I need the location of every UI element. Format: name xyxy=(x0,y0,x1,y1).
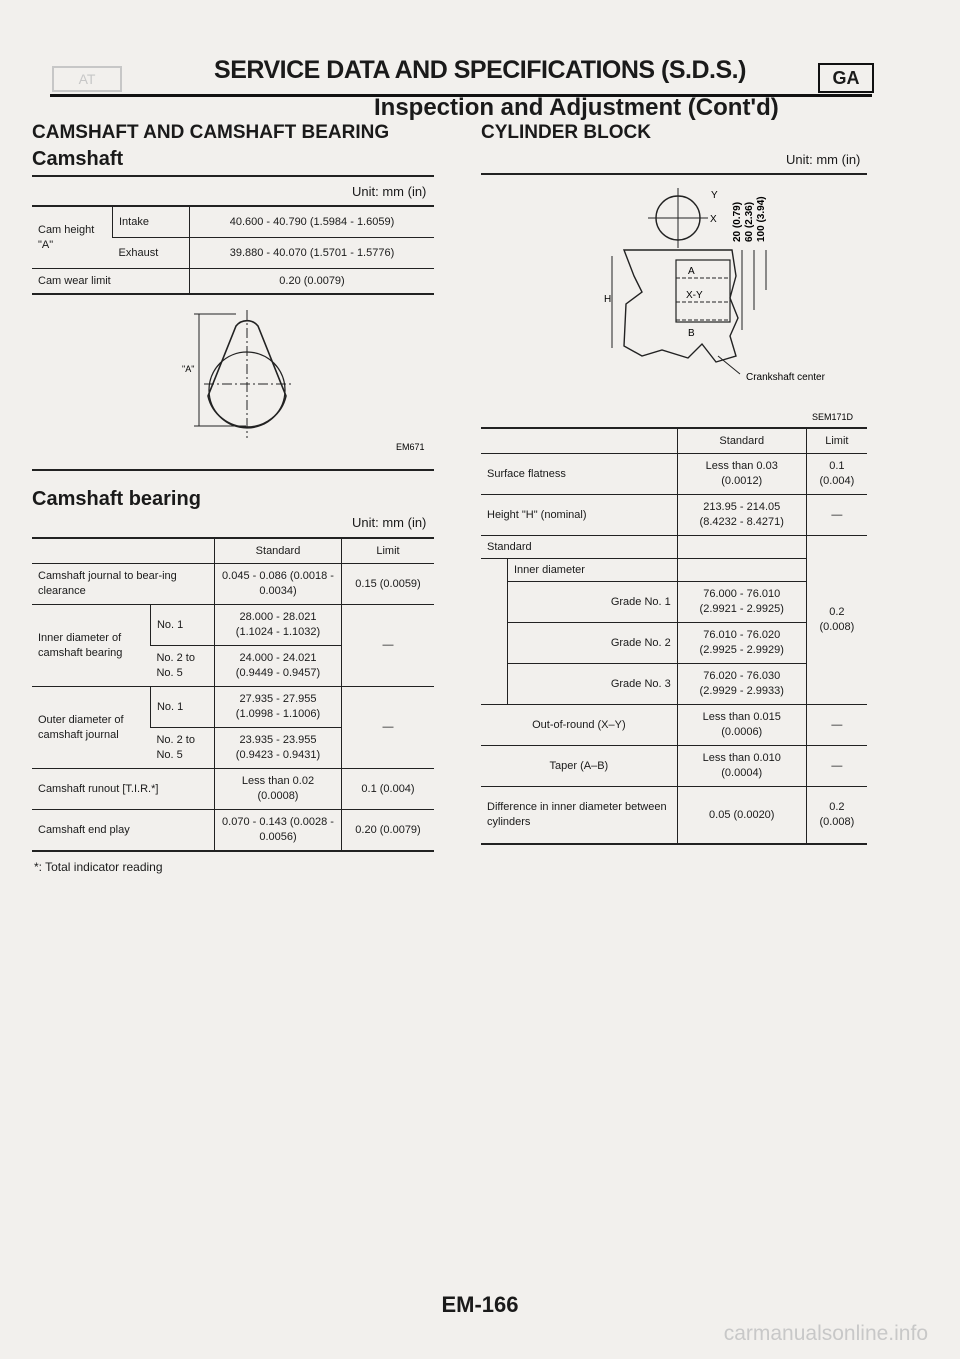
intake-value: 40.600 - 40.790 (1.5984 - 1.6059) xyxy=(190,206,435,238)
flatness-std: Less than 0.03 (0.0012) xyxy=(677,454,806,495)
figure-dim-1: 20 (0.79) xyxy=(732,201,743,242)
figure-label-b: B xyxy=(688,328,695,339)
outer-no25-label: No. 2 to No. 5 xyxy=(150,728,214,769)
bore-section xyxy=(676,260,730,322)
diff-label: Difference in inner diameter between cylinders xyxy=(481,787,677,845)
exhaust-value: 39.880 - 40.070 (1.5701 - 1.5776) xyxy=(190,238,435,269)
height-label: Height "H" (nominal) xyxy=(481,495,677,536)
camshaft-title: Camshaft xyxy=(32,148,124,170)
cylinder-figure xyxy=(590,186,870,426)
camshaft-rule xyxy=(32,175,434,177)
journal-clearance-std: 0.045 - 0.086 (0.0018 - 0.0034) xyxy=(215,564,342,605)
bore-limit: 0.2 (0.008) xyxy=(806,536,867,705)
block-section-outline xyxy=(624,250,738,362)
endplay-limit: 0.20 (0.0079) xyxy=(342,810,435,852)
figure-label-x: X xyxy=(710,214,717,225)
grade2-std: 76.010 - 76.020 (2.9925 - 2.9929) xyxy=(677,623,806,664)
bearing-title: Camshaft bearing xyxy=(32,488,201,510)
left-section-title: CAMSHAFT AND CAMSHAFT BEARING xyxy=(32,122,390,143)
figure-label-h: H xyxy=(604,294,612,305)
figure-label-xy: X-Y xyxy=(686,290,703,301)
endplay-std: 0.070 - 0.143 (0.0028 - 0.0056) xyxy=(215,810,342,852)
figure-label-y: Y xyxy=(711,190,718,201)
taper-std: Less than 0.010 (0.0004) xyxy=(677,746,806,787)
page-number: EM-166 xyxy=(441,1292,519,1317)
outofround-std: Less than 0.015 (0.0006) xyxy=(677,705,806,746)
intake-label: Intake xyxy=(113,206,190,238)
figure-label-a: A xyxy=(688,266,695,277)
grade3-label: Grade No. 3 xyxy=(508,664,678,705)
bearing-table xyxy=(32,537,434,852)
grade3-std: 76.020 - 76.030 (2.9929 - 2.9933) xyxy=(677,664,806,705)
height-std: 213.95 - 214.05 (8.4232 - 8.4271) xyxy=(677,495,806,536)
grade2-label: Grade No. 2 xyxy=(508,623,678,664)
grade1-label: Grade No. 1 xyxy=(508,582,678,623)
journal-clearance-label: Camshaft journal to bear-ing clearance xyxy=(32,564,215,605)
section-badge-left: AT xyxy=(52,66,122,92)
cylinder-unit: Unit: mm (in) xyxy=(786,152,861,167)
height-limit: — xyxy=(806,495,867,536)
cam-height-label: Cam height "A" xyxy=(32,206,113,269)
flatness-limit: 0.1 (0.004) xyxy=(806,454,867,495)
outer-limit: — xyxy=(342,687,435,769)
runout-std: Less than 0.02 (0.0008) xyxy=(215,769,342,810)
camshaft-table xyxy=(32,205,434,295)
outer-no1-std: 27.935 - 27.955 (1.0998 - 1.1006) xyxy=(215,687,342,728)
cylinder-table xyxy=(481,427,867,845)
bearing-col-limit: Limit xyxy=(342,538,435,564)
figure-dim-3: 100 (3.94) xyxy=(756,196,767,242)
inner-no25-std: 24.000 - 24.021 (0.9449 - 0.9457) xyxy=(215,646,342,687)
journal-clearance-limit: 0.15 (0.0059) xyxy=(342,564,435,605)
runout-limit: 0.1 (0.004) xyxy=(342,769,435,810)
inner-no1-label: No. 1 xyxy=(150,605,214,646)
exhaust-label: Exhaust xyxy=(113,238,190,269)
cam-figure-code: EM671 xyxy=(396,442,425,452)
right-section-title: CYLINDER BLOCK xyxy=(481,122,651,143)
taper-label: Taper (A–B) xyxy=(481,746,677,787)
cylinder-col-limit: Limit xyxy=(806,428,867,454)
figure-dim-2: 60 (2.36) xyxy=(744,201,755,242)
standard-label: Standard xyxy=(481,536,677,559)
cam-lobe-figure xyxy=(160,300,440,460)
section-badge-right: GA xyxy=(818,63,874,93)
page-subtitle: Inspection and Adjustment (Cont'd) xyxy=(374,94,779,121)
outofround-limit: — xyxy=(806,705,867,746)
outer-diameter-label: Outer diameter of camshaft journal xyxy=(32,687,150,769)
taper-limit: — xyxy=(806,746,867,787)
cam-figure-label: "A" xyxy=(182,364,195,374)
inner-no1-std: 28.000 - 28.021 (1.1024 - 1.1032) xyxy=(215,605,342,646)
diff-limit: 0.2 (0.008) xyxy=(806,787,867,845)
outer-no25-std: 23.935 - 23.955 (0.9423 - 0.9431) xyxy=(215,728,342,769)
wear-value: 0.20 (0.0079) xyxy=(190,269,435,295)
outer-no1-label: No. 1 xyxy=(150,687,214,728)
bearing-unit: Unit: mm (in) xyxy=(352,515,427,530)
bearing-col-standard: Standard xyxy=(215,538,342,564)
cylinder-col-standard: Standard xyxy=(677,428,806,454)
cylinder-rule xyxy=(481,173,867,175)
inner-diameter-label: Inner diameter of camshaft bearing xyxy=(32,605,150,687)
outofround-label: Out-of-round (X–Y) xyxy=(481,705,677,746)
cylinder-figure-code: SEM171D xyxy=(812,412,854,422)
bearing-footnote: *: Total indicator reading xyxy=(34,860,163,874)
inner-limit: — xyxy=(342,605,435,687)
figure-label-crankshaft: Crankshaft center xyxy=(746,372,825,383)
watermark: carmanualsonline.info xyxy=(723,1322,928,1345)
camshaft-unit: Unit: mm (in) xyxy=(352,184,427,199)
flatness-label: Surface flatness xyxy=(481,454,677,495)
bearing-rule xyxy=(32,469,434,471)
wear-label: Cam wear limit xyxy=(32,269,190,295)
grade1-std: 76.000 - 76.010 (2.9921 - 2.9925) xyxy=(677,582,806,623)
page-header-title: SERVICE DATA AND SPECIFICATIONS (S.D.S.) xyxy=(214,56,746,84)
diff-std: 0.05 (0.0020) xyxy=(677,787,806,845)
endplay-label: Camshaft end play xyxy=(32,810,215,852)
inner-no25-label: No. 2 to No. 5 xyxy=(150,646,214,687)
inner-diameter-label-cyl: Inner diameter xyxy=(508,559,678,582)
runout-label: Camshaft runout [T.I.R.*] xyxy=(32,769,215,810)
